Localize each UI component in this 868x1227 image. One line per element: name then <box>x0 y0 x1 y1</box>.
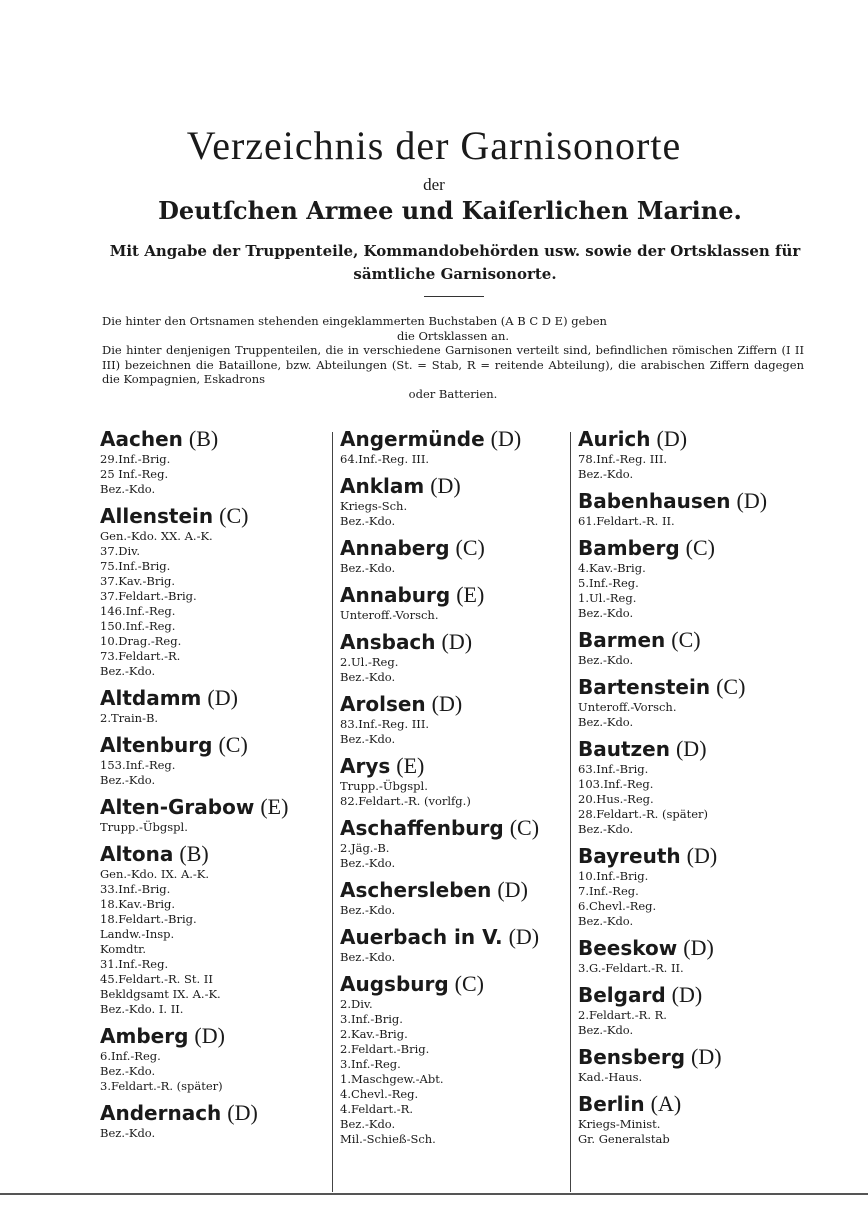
garrison-name-line <box>578 1044 818 1070</box>
location-class: (D) <box>430 473 461 498</box>
unit-line: 1.Maschgew.-Abt. <box>340 1072 444 1086</box>
garrison-name: Aschersleben <box>340 878 492 902</box>
unit-line: Unteroff.-Vorsch. <box>578 700 677 714</box>
unit-line: Gen.-Kdo. XX. A.-K. <box>100 529 213 543</box>
unit-line: 31.Inf.-Reg. <box>100 957 169 971</box>
unit-line: 103.Inf.-Reg. <box>578 777 654 791</box>
unit-line: Bez.-Kdo. <box>578 822 634 836</box>
unit-line: Bez.-Kdo. I. II. <box>100 1002 184 1016</box>
intro-paragraph-2: Die hinter denjenigen Truppenteilen, die in verschiedene Garnisonen verteilt sind, befindlichen römischen Ziffern (I II III) bezeichnen die Bataillone, bzw. Abteilungen (St. = Stab, R = reitende Abteilung), die arabischen Ziffern dagegen die Kompagnien, Eskadrons <box>102 343 804 386</box>
garrison-name-line <box>100 841 325 867</box>
unit-line: Bez.-Kdo. <box>340 514 396 528</box>
unit-line: Bez.-Kdo. <box>100 1126 156 1140</box>
column-1 <box>100 426 325 1147</box>
garrison-entry <box>340 691 565 747</box>
unit-line: 3.G.-Feldart.-R. II. <box>578 961 684 975</box>
location-class: (A) <box>650 1091 682 1116</box>
unit-line: Bez.-Kdo. <box>100 482 156 496</box>
unit-line: 2.Jäg.-B. <box>340 841 390 855</box>
unit-line: 83.Inf.-Reg. III. <box>340 717 430 731</box>
unit-line: 2.Feldart.-Brig. <box>340 1042 430 1056</box>
unit-line: 4.Chevl.-Reg. <box>340 1087 419 1101</box>
garrison-entry <box>100 732 325 788</box>
garrison-name-line <box>100 732 325 758</box>
garrison-entry <box>340 473 565 529</box>
unit-line: Bez.-Kdo. <box>100 1064 156 1078</box>
unit-line: 18.Feldart.-Brig. <box>100 912 197 926</box>
unit-line: Bez.-Kdo. <box>340 732 396 746</box>
garrison-name: Allenstein <box>100 504 214 528</box>
garrison-name: Alten-Grabow <box>100 795 255 819</box>
unit-line: 28.Feldart.-R. (später) <box>578 807 708 821</box>
garrison-name-line <box>100 685 325 711</box>
unit-line: 2.Div. <box>340 997 373 1011</box>
location-class: (D) <box>194 1023 225 1048</box>
unit-line: Gen.-Kdo. IX. A.-K. <box>100 867 210 881</box>
garrison-name: Anklam <box>340 474 425 498</box>
garrison-entry <box>578 1044 818 1085</box>
title-connector: der <box>423 175 445 194</box>
unit-line: Bez.-Kdo. <box>340 1117 396 1131</box>
unit-line: 146.Inf.-Reg. <box>100 604 176 618</box>
page-title: Verzeichnis der Garnisonorte <box>186 123 682 168</box>
garrison-name-line <box>340 753 565 779</box>
location-class: (D) <box>671 982 703 1007</box>
location-class: (D) <box>686 843 718 868</box>
unit-line: 153.Inf.-Reg. <box>100 758 176 772</box>
garrison-entry <box>578 736 818 837</box>
garrison-name: Annaburg <box>340 583 451 607</box>
garrison-name: Angermünde <box>340 427 485 451</box>
column-2 <box>340 426 565 1153</box>
garrison-entry <box>578 674 818 730</box>
garrison-name-line <box>100 503 325 529</box>
unit-line: Kriegs-Sch. <box>340 499 408 513</box>
unit-line: Mil.-Schieß-Sch. <box>340 1132 436 1146</box>
garrison-name-line <box>340 924 565 950</box>
location-class: (C) <box>685 535 715 560</box>
garrison-name: Aurich <box>578 427 651 451</box>
unit-line: Unteroff.-Vorsch. <box>340 608 439 622</box>
garrison-entry <box>340 971 565 1147</box>
garrison-entry <box>578 935 818 976</box>
garrison-entry <box>340 753 565 809</box>
unit-line: Bez.-Kdo. <box>578 1023 634 1037</box>
garrison-entry <box>578 535 818 621</box>
column-divider-2 <box>570 432 571 1192</box>
location-class: (E) <box>456 582 485 607</box>
garrison-name: Aachen <box>100 427 183 451</box>
unit-line: Kad.-Haus. <box>578 1070 643 1084</box>
garrison-name-line <box>340 691 565 717</box>
garrison-entry <box>578 843 818 929</box>
garrison-name: Bayreuth <box>578 844 681 868</box>
garrison-name-line <box>578 426 818 452</box>
garrison-name: Auerbach in V. <box>340 925 503 949</box>
location-class: (D) <box>656 426 688 451</box>
garrison-name: Babenhausen <box>578 489 731 513</box>
location-class: (C) <box>455 535 485 560</box>
garrison-name: Belgard <box>578 983 666 1007</box>
location-class: (C) <box>671 627 701 652</box>
garrison-name-line <box>578 1091 818 1117</box>
garrison-entry <box>578 488 818 529</box>
unit-line: 3.Inf.-Brig. <box>340 1012 403 1026</box>
unit-line: Bez.-Kdo. <box>578 653 634 667</box>
location-class: (B) <box>188 426 219 451</box>
garrison-name-line <box>340 426 565 452</box>
garrison-entry <box>100 503 325 679</box>
location-class: (C) <box>219 503 249 528</box>
garrison-entry <box>340 815 565 871</box>
garrison-name-line <box>340 535 565 561</box>
unit-line: Landw.-Insp. <box>100 927 175 941</box>
unit-line: 37.Kav.-Brig. <box>100 574 176 588</box>
garrison-name: Barmen <box>578 628 666 652</box>
garrison-entry <box>100 685 325 726</box>
location-class: (D) <box>431 691 463 716</box>
unit-line: 61.Feldart.-R. II. <box>578 514 675 528</box>
unit-line: Bez.-Kdo. <box>340 903 396 917</box>
page-subtitle: Deutſchen Armee und Kaiſerlichen Marine. <box>158 196 742 225</box>
garrison-entry <box>340 877 565 918</box>
garrison-name: Arys <box>340 754 391 778</box>
garrison-name-line <box>340 582 565 608</box>
unit-line: 75.Inf.-Brig. <box>100 559 171 573</box>
unit-line: 2.Train-B. <box>100 711 159 725</box>
unit-line: Trupp.-Übgspl. <box>100 820 188 834</box>
garrison-name: Altenburg <box>100 733 213 757</box>
unit-line: Komdtr. <box>100 942 146 956</box>
unit-line: 73.Feldart.-R. <box>100 649 181 663</box>
unit-line: Bez.-Kdo. <box>100 773 156 787</box>
garrison-entry <box>340 426 565 467</box>
unit-line: Bez.-Kdo. <box>578 606 634 620</box>
location-class: (D) <box>736 488 768 513</box>
unit-line: 33.Inf.-Brig. <box>100 882 171 896</box>
unit-line: 3.Inf.-Reg. <box>340 1057 401 1071</box>
garrison-name: Altdamm <box>100 686 202 710</box>
column-divider-1 <box>332 432 333 1192</box>
garrison-name: Bamberg <box>578 536 680 560</box>
location-class: (D) <box>675 736 707 761</box>
unit-line: 63.Inf.-Brig. <box>578 762 649 776</box>
garrison-name: Bartenstein <box>578 675 711 699</box>
unit-line: 20.Hus.-Reg. <box>578 792 654 806</box>
unit-line: Gr. Generalstab <box>578 1132 670 1146</box>
garrison-entry <box>100 794 325 835</box>
location-class: (D) <box>441 629 473 654</box>
location-class: (D) <box>227 1100 258 1125</box>
intro-paragraph-1: Die hinter den Ortsnamen stehenden eingeklammerten Buchstaben (A B C D E) geben <box>102 314 607 328</box>
intro-paragraph-1-end: die Ortsklassen an. <box>396 328 510 343</box>
unit-line: 10.Inf.-Brig. <box>578 869 649 883</box>
location-class: (B) <box>179 841 209 866</box>
garrison-entry <box>578 426 818 482</box>
unit-line: 3.Feldart.-R. (später) <box>100 1079 223 1093</box>
unit-line: Bez.-Kdo. <box>340 561 396 575</box>
unit-line: 82.Feldart.-R. (vorlfg.) <box>340 794 471 808</box>
intro-text <box>102 314 804 401</box>
unit-line: 37.Feldart.-Brig. <box>100 589 197 603</box>
page-bottom-rule <box>0 1193 868 1195</box>
unit-line: 6.Inf.-Reg. <box>100 1049 161 1063</box>
garrison-name: Aschaffenburg <box>340 816 504 840</box>
garrison-name-line <box>100 1100 325 1126</box>
unit-line: 7.Inf.-Reg. <box>578 884 639 898</box>
garrison-name-line <box>578 843 818 869</box>
location-class: (C) <box>218 732 248 757</box>
garrison-entry <box>578 982 818 1038</box>
garrison-entry <box>340 582 565 623</box>
location-class: (C) <box>716 674 746 699</box>
unit-line: Bez.-Kdo. <box>578 467 634 481</box>
garrison-name-line <box>340 815 565 841</box>
unit-line: Bekldgsamt IX. A.-K. <box>100 987 221 1001</box>
garrison-name-line <box>340 629 565 655</box>
garrison-name: Altona <box>100 842 174 866</box>
garrison-name: Bautzen <box>578 737 670 761</box>
location-class: (C) <box>454 971 484 996</box>
garrison-name: Augsburg <box>340 972 449 996</box>
intro-paragraph-2-end: oder Batterien. <box>408 386 498 401</box>
unit-line: 6.Chevl.-Reg. <box>578 899 657 913</box>
garrison-name-line <box>100 794 325 820</box>
garrison-entry <box>100 1100 325 1141</box>
garrison-entry <box>578 627 818 668</box>
garrison-name-line <box>578 488 818 514</box>
unit-line: 18.Kav.-Brig. <box>100 897 176 911</box>
unit-line: 150.Inf.-Reg. <box>100 619 176 633</box>
unit-line: 78.Inf.-Reg. III. <box>578 452 668 466</box>
garrison-name: Andernach <box>100 1101 222 1125</box>
location-class: (D) <box>207 685 238 710</box>
garrison-name-line <box>578 982 818 1008</box>
unit-line: 4.Feldart.-R. <box>340 1102 413 1116</box>
garrison-name-line <box>340 971 565 997</box>
garrison-name-line <box>578 627 818 653</box>
garrison-name-line <box>100 426 325 452</box>
garrison-name-line <box>578 674 818 700</box>
unit-line: 5.Inf.-Reg. <box>578 576 639 590</box>
location-class: (D) <box>683 935 714 960</box>
unit-line: 25 Inf.-Reg. <box>100 467 169 481</box>
garrison-name: Berlin <box>578 1092 645 1116</box>
garrison-name: Ansbach <box>340 630 436 654</box>
unit-line: 45.Feldart.-R. St. II <box>100 972 213 986</box>
location-class: (D) <box>508 924 540 949</box>
unit-line: 4.Kav.-Brig. <box>578 561 646 575</box>
unit-line: Trupp.-Übgspl. <box>340 779 428 793</box>
page-description: Mit Angabe der Truppenteile, Kommandobehörden usw. sowie der Ortsklassen für sämtliche Garnisonorte. <box>109 242 801 283</box>
garrison-name-line <box>578 935 818 961</box>
unit-line: Bez.-Kdo. <box>340 950 396 964</box>
unit-line: Bez.-Kdo. <box>340 670 396 684</box>
unit-line: 29.Inf.-Brig. <box>100 452 171 466</box>
garrison-entry <box>340 924 565 965</box>
unit-line: 2.Kav.-Brig. <box>340 1027 408 1041</box>
location-class: (D) <box>691 1044 722 1069</box>
unit-line: Bez.-Kdo. <box>578 914 634 928</box>
unit-line: Bez.-Kdo. <box>340 856 396 870</box>
garrison-name-line <box>578 736 818 762</box>
garrison-entry <box>100 1023 325 1094</box>
unit-line: 1.Ul.-Reg. <box>578 591 637 605</box>
unit-line: Kriegs-Minist. <box>578 1117 661 1131</box>
location-class: (D) <box>497 877 528 902</box>
garrison-name: Amberg <box>100 1024 189 1048</box>
unit-line: Bez.-Kdo. <box>100 664 156 678</box>
garrison-name: Bensberg <box>578 1045 686 1069</box>
garrison-name-line <box>578 535 818 561</box>
garrison-entry <box>578 1091 818 1147</box>
location-class: (C) <box>509 815 540 840</box>
garrison-name-line <box>340 877 565 903</box>
unit-line: 37.Div. <box>100 544 140 558</box>
garrison-name-line <box>340 473 565 499</box>
unit-line: Bez.-Kdo. <box>578 715 634 729</box>
garrison-name: Arolsen <box>340 692 426 716</box>
garrison-entry <box>100 841 325 1017</box>
garrison-name: Beeskow <box>578 936 678 960</box>
garrison-name: Annaberg <box>340 536 450 560</box>
unit-line: 2.Feldart.-R. R. <box>578 1008 667 1022</box>
title-divider <box>424 296 484 297</box>
unit-line: 2.Ul.-Reg. <box>340 655 399 669</box>
location-class: (D) <box>490 426 522 451</box>
garrison-name-line <box>100 1023 325 1049</box>
column-3 <box>578 426 818 1153</box>
location-class: (E) <box>260 794 289 819</box>
garrison-entry <box>340 535 565 576</box>
garrison-entry <box>100 426 325 497</box>
location-class: (E) <box>396 753 425 778</box>
unit-line: 10.Drag.-Reg. <box>100 634 182 648</box>
unit-line: 64.Inf.-Reg. III. <box>340 452 430 466</box>
garrison-entry <box>340 629 565 685</box>
